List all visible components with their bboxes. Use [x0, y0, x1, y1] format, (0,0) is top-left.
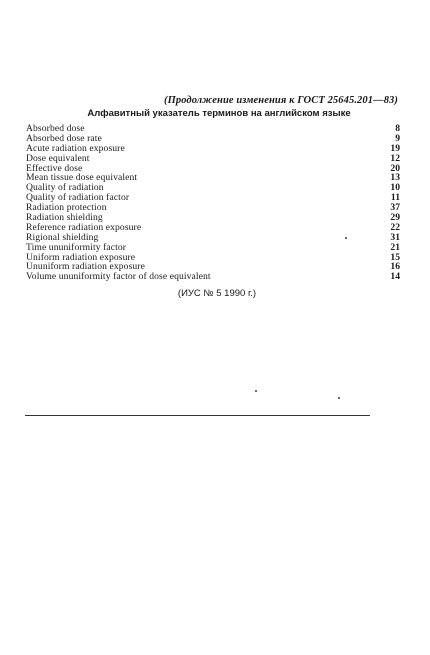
- index-page-number: 10: [390, 182, 400, 194]
- index-page-number: 13: [390, 172, 400, 184]
- index-page-number: 19: [390, 142, 400, 154]
- index-term: Ununiform radiation exposure: [26, 261, 145, 273]
- index-term: Effective dose: [26, 162, 83, 174]
- index-term: Uniform radiation exposure: [26, 251, 136, 263]
- index-page-number: 22: [390, 221, 400, 233]
- index-term: Rigional shielding: [26, 231, 99, 243]
- index-page-number: 15: [390, 251, 400, 263]
- index-term: Radiation protection: [26, 202, 107, 214]
- index-term: Dose equivalent: [26, 152, 90, 164]
- index-term: Reference radiation exposure: [26, 221, 142, 233]
- index-term: Quality of radiation: [26, 182, 104, 194]
- scan-speck: [345, 237, 347, 239]
- index-entry: [26, 154, 400, 164]
- index-page-number: 20: [390, 162, 400, 174]
- index-entry: [26, 272, 400, 282]
- index-page-number: 37: [390, 202, 400, 214]
- index-page-number: 8: [395, 123, 400, 134]
- index-term: Absorbed dose: [26, 123, 85, 134]
- index-page-number: 31: [390, 231, 400, 243]
- term-index-list: [26, 124, 400, 282]
- issue-reference: (ИУС № 5 1990 г.): [177, 288, 257, 299]
- scan-speck: [255, 390, 257, 392]
- continuation-note: (Продолжение изменения к ГОСТ 25645.201—83): [163, 95, 398, 106]
- index-page-number: 12: [390, 152, 400, 164]
- scan-speck: [338, 397, 340, 399]
- index-term: Time ununiformity factor: [26, 241, 127, 253]
- index-page-number: 16: [390, 261, 400, 273]
- index-term: Acute radiation exposure: [26, 142, 125, 154]
- index-term: Volume ununiformity factor of dose equivalent: [26, 271, 211, 283]
- footer-rule: [25, 415, 370, 416]
- index-page-number: 9: [395, 132, 400, 144]
- index-heading: Алфавитный указатель терминов на английском языке: [87, 108, 351, 119]
- index-term: Mean tissue dose equivalent: [26, 172, 138, 184]
- index-page-number: 29: [390, 212, 400, 224]
- index-term: Radiation shielding: [26, 212, 103, 224]
- index-page-number: 21: [390, 241, 400, 253]
- index-page-number: 11: [390, 192, 400, 204]
- index-page-number: 14: [390, 271, 400, 283]
- index-term: Quality of radiation factor: [26, 192, 130, 204]
- index-term: Absorbed dose rate: [26, 132, 102, 144]
